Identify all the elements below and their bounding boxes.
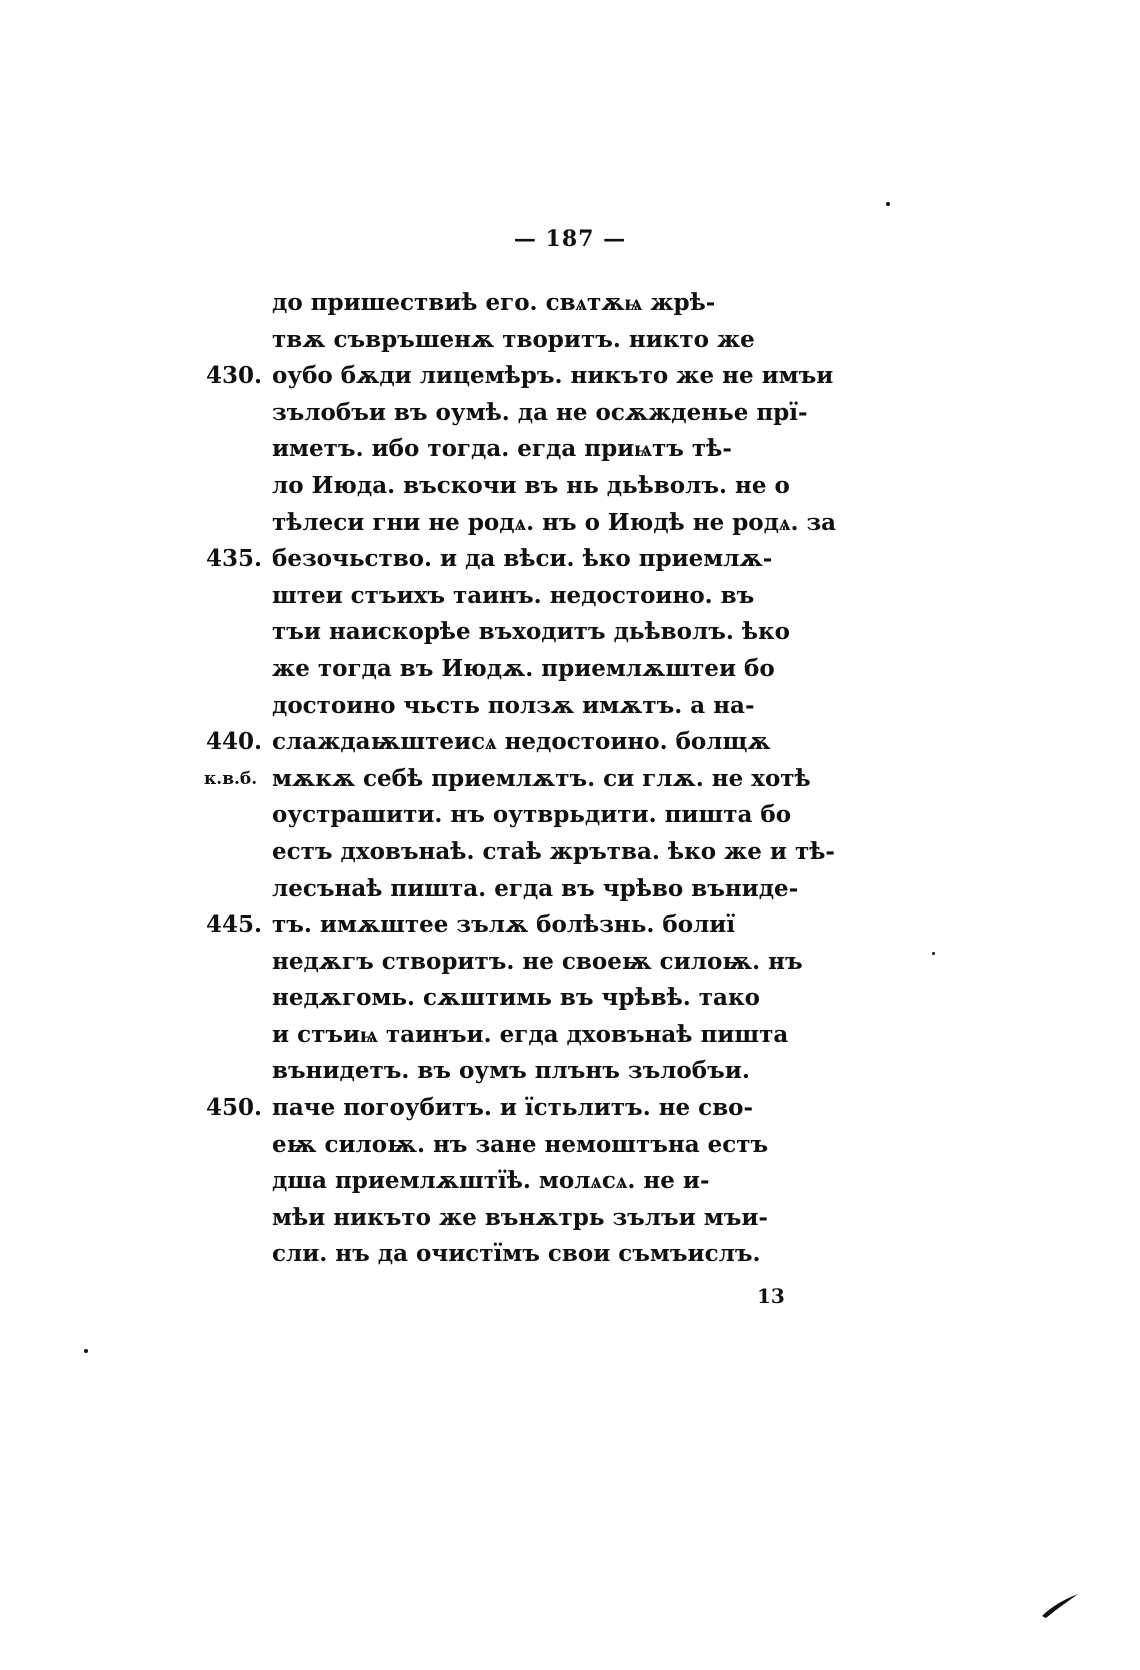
- text-line: [0, 578, 1140, 615]
- line-text: паче погоубитъ. и їстьлитъ. не сво-: [272, 1094, 754, 1122]
- text-line: [0, 1053, 1140, 1090]
- text-line: [0, 761, 1140, 798]
- line-number: 435.: [206, 545, 263, 573]
- text-body: [0, 285, 1140, 1273]
- text-line: [0, 724, 1140, 761]
- line-text: ло Июда. въскочи въ нь дьѣволъ. не о: [272, 471, 790, 499]
- text-line: [0, 358, 1140, 395]
- line-text: еѭ силоѭ. нъ зане немоштъна естъ: [272, 1130, 769, 1158]
- text-line: [0, 541, 1140, 578]
- line-text: зълобъи въ оумѣ. да не осѫжденье прї-: [272, 398, 808, 426]
- text-line: [0, 907, 1140, 944]
- text-line: [0, 944, 1140, 981]
- text-line: [0, 1163, 1140, 1200]
- text-line: [0, 651, 1140, 688]
- line-text: недѫгъ створитъ. не своеѭ силоѭ. нъ: [272, 947, 803, 975]
- line-text: сли. нъ да очистїмъ свои съмъислъ.: [272, 1240, 761, 1268]
- line-text: недѫгомь. сѫштимь въ чрѣвѣ. тако: [272, 984, 760, 1012]
- text-line: [0, 1200, 1140, 1237]
- line-number: 430.: [206, 362, 263, 390]
- text-line: [0, 871, 1140, 908]
- text-line: [0, 797, 1140, 834]
- line-text: слаждаѭштеисѧ недостоино. болщѫ: [272, 728, 771, 756]
- line-text: лесънаѣ пишта. егда въ чрѣво вънидe-: [272, 874, 799, 902]
- line-text: тъ. имѫштее зълѫ болѣзнь. болиї: [272, 911, 736, 939]
- line-text: безочьство. и да вѣси. ѣко приемлѫ-: [272, 545, 773, 573]
- signature-mark: 13: [757, 1284, 785, 1308]
- text-line: [0, 285, 1140, 322]
- text-line: [0, 468, 1140, 505]
- line-number: 440.: [206, 728, 263, 756]
- ink-stroke-mark: [1040, 1590, 1080, 1620]
- line-text: оубо бѫди лицемѣръ. никъто же не имъи: [272, 362, 834, 390]
- line-text: достоино чьсть ползѫ имѫтъ. а на-: [272, 691, 755, 719]
- line-text: оустрашити. нъ оутврьдити. пишта бо: [272, 801, 792, 829]
- text-line: [0, 688, 1140, 725]
- line-text: дша приемлѫштїѣ. молѧсѧ. не и-: [272, 1167, 710, 1195]
- line-text: штеи стъихъ таинъ. недостоино. въ: [272, 581, 755, 609]
- line-text: вънидетъ. въ оумъ плънъ зълобъи.: [272, 1057, 750, 1085]
- text-line: [0, 1017, 1140, 1054]
- speck: [84, 1349, 88, 1353]
- text-line: [0, 505, 1140, 542]
- text-line: [0, 980, 1140, 1017]
- text-line: [0, 614, 1140, 651]
- text-line: [0, 431, 1140, 468]
- line-text: иметъ. ибо тогда. егда приѩтъ тѣ-: [272, 435, 732, 463]
- page-number: — 187 —: [513, 226, 627, 252]
- line-text: мѫкѫ себѣ приемлѫтъ. си глѫ. не хотѣ: [272, 764, 811, 792]
- line-text: тъи наискорѣе въходитъ дьѣволъ. ѣко: [272, 618, 791, 646]
- speck: [886, 202, 890, 206]
- text-line: [0, 1090, 1140, 1127]
- line-text: тѣлеси гни не родѧ. нъ о Июдѣ не родѧ. за: [272, 508, 837, 536]
- line-text: и стъиѩ таинъи. егда дховънаѣ пишта: [272, 1020, 789, 1048]
- line-text: же тогда въ Июдѫ. приемлѫштеи бо: [272, 654, 775, 682]
- text-line: [0, 395, 1140, 432]
- text-line: [0, 834, 1140, 871]
- text-line: [0, 1127, 1140, 1164]
- line-number: к.в.б.: [204, 768, 258, 789]
- line-text: мѣи никъто же вънѫтрь зълъи мъи-: [272, 1203, 768, 1231]
- line-number: 450.: [206, 1094, 263, 1122]
- text-line: [0, 1236, 1140, 1273]
- line-number: 445.: [206, 911, 263, 939]
- line-text: твѫ съвръшенѫ творитъ. никто же: [272, 325, 755, 353]
- speck: [932, 952, 935, 955]
- line-text: естъ дховънаѣ. стаѣ жрътва. ѣко же и тѣ-: [272, 837, 835, 865]
- text-line: [0, 322, 1140, 359]
- line-text: до пришествиѣ его. свѧтѫѩ жрѣ-: [272, 289, 716, 316]
